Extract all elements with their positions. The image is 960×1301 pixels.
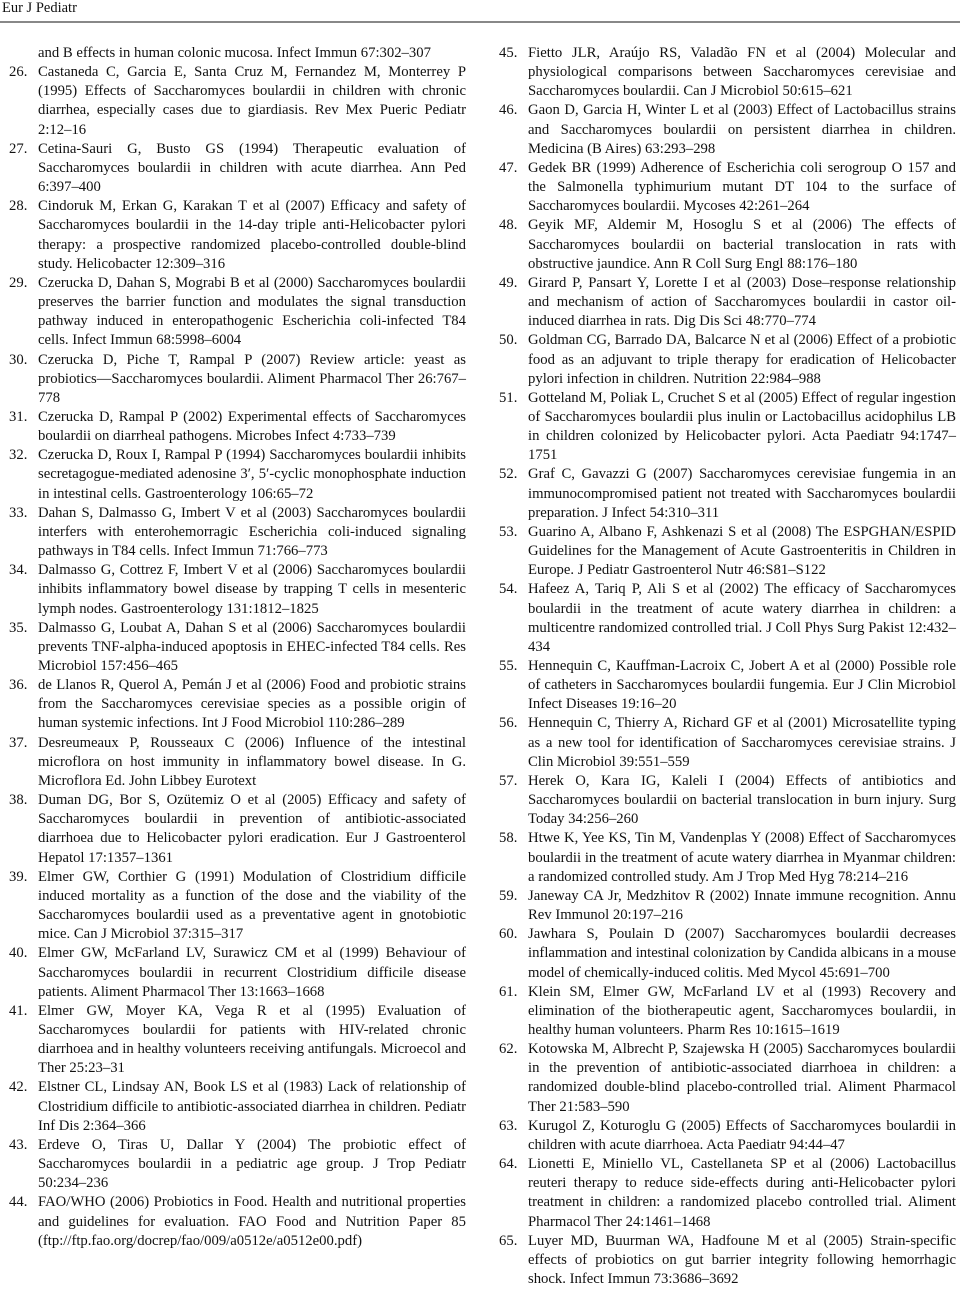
reference-text: Dalmasso G, Loubat A, Dahan S et al (2006) Saccharomyces boulardii prevents TNF-alpha-induced apoptosis in EHEC-infected T84 cells. Res Microbiol 157:456–465 [38, 619, 466, 674]
reference-number: 59. [499, 887, 518, 904]
reference-number: 38. [9, 792, 28, 809]
reference-number: 41. [9, 1002, 28, 1019]
reference-number: 46. [499, 102, 518, 119]
references-left-column [9, 44, 466, 1251]
reference-number: 45. [499, 45, 518, 61]
reference-text: and B effects in human colonic mucosa. Infect Immun 67:302–307 [38, 45, 431, 61]
reference-item [9, 446, 466, 503]
reference-number: 47. [499, 159, 518, 176]
reference-number: 34. [9, 562, 28, 579]
reference-text: Kotowska M, Albrecht P, Szajewska H (2005) Saccharomyces boulardii in the prevention of antibiotic-associated diarrhoea in children: a randomized double-blind placebo-controlled trial. Aliment Pharmacol Ther 21:583–590 [528, 1041, 956, 1115]
reference-item [499, 44, 956, 101]
reference-item [9, 619, 466, 676]
reference-text: Guarino A, Albano F, Ashkenazi S et al (2008) The ESPGHAN/ESPID Guidelines for the Management of Acute Gastroenteritis in Children in Europe. J Pediatr Gastroenterol Nutr 46:S81–S122 [528, 523, 956, 579]
reference-item [499, 465, 956, 522]
reference-text: Duman DG, Bor S, Ozütemiz O et al (2005) Efficacy and safety of Saccharomyces boulardii in prevention of antibiotic-associated diarrhoea due to Helicobacter pylori eradication. Eur J Gastroenterol Hepatol 17:1357–1361 [38, 792, 466, 866]
reference-text: Hennequin C, Kauffman-Lacroix C, Jobert A et al (2000) Possible role of catheters in Saccharomyces boulardii fungemia. Eur J Clin Microbiol Infect Diseases 19:16–20 [528, 658, 956, 713]
reference-number: 35. [9, 619, 28, 636]
reference-item [499, 1117, 956, 1155]
reference-item [9, 504, 466, 561]
reference-number: 26. [9, 64, 28, 81]
reference-text: Cindoruk M, Erkan G, Karakan T et al (2007) Efficacy and safety of Saccharomyces boulardii in the 14-day triple anti-Helicobacter pylori therapy: a prospective randomized placebo-controlled double-blind study. Helicobacter 12:309–316 [38, 198, 466, 272]
reference-number: 56. [499, 715, 518, 732]
reference-number: 39. [9, 868, 28, 885]
reference-number: 55. [499, 658, 518, 674]
reference-text: Hafeez A, Tariq P, Ali S et al (2002) The efficacy of Saccharomyces boulardii in the treatment of acute watery diarrhea in children: a multicentre randomized controlled trial. J Coll Phys Surg Pakist 12:432–434 [528, 581, 956, 655]
reference-number: 33. [9, 504, 28, 521]
reference-item [9, 351, 466, 408]
reference-item [499, 101, 956, 158]
reference-text: Dalmasso G, Cottrez F, Imbert V et al (2006) Saccharomyces boulardii inhibits inflammatory bowel disease by trapping T cells in mesenteric lymph nodes. Gastroenterology 131:1812–1825 [38, 562, 466, 617]
reference-text: Geyik MF, Aldemir M, Hosoglu S et al (2006) The effects of Saccharomyces boulardii on bacterial translocation in rats with obstructive jaundice. Ann R Coll Surg Engl 88:176–180 [528, 217, 956, 272]
reference-text: Jawhara S, Poulain D (2007) Saccharomyces boulardii decreases inflammation and intestinal colonization by Candida albicans in a mouse model of chemically-induced colitis. Med Mycol 45:691–700 [528, 926, 956, 981]
reference-text: Elmer GW, Corthier G (1991) Modulation of Clostridium difficile induced mortality as a function of the dose and the viability of the Saccharomyces boulardii used as a preventative agent in gnotobiotic mice. Can J Microbiol 37:315–317 [38, 868, 466, 943]
reference-text: Girard P, Pansart Y, Lorette I et al (2003) Dose–response relationship and mechanism of action of Saccharomyces boulardii in castor oil-induced diarrhea in rats. Dig Dis Sci 48:770–774 [528, 274, 956, 330]
reference-item [499, 925, 956, 982]
reference-number: 51. [499, 389, 518, 406]
reference-text: Luyer MD, Buurman WA, Hadfoune M et al (2005) Strain-specific effects of probiotics on gut barrier integrity following hemorrhagic shock. Infect Immun 73:3686–3692 [528, 1232, 956, 1287]
reference-number: 48. [499, 217, 518, 234]
reference-number: 62. [499, 1041, 518, 1058]
reference-number: 58. [499, 830, 518, 847]
reference-item [9, 734, 466, 791]
reference-text: Htwe K, Yee KS, Tin M, Vandenplas Y (2008) Effect of Saccharomyces boulardii in the treatment of acute watery diarrhea in Myanmar children: a randomized controlled study. Am J Trop Med Hyg 78:214–216 [528, 830, 956, 885]
reference-text: Czerucka D, Piche T, Rampal P (2007) Review article: yeast as probiotics—Saccharomyces boulardii. Aliment Pharmacol Ther 26:767–778 [38, 351, 466, 406]
reference-number: 44. [9, 1194, 28, 1211]
reference-number: 57. [499, 772, 518, 789]
reference-text: Castaneda C, Garcia E, Santa Cruz M, Fernandez M, Monterrey P (1995) Effects of Saccharomyces boulardii in children with chronic diarrhea, especially cases due to giardiasis. Rev Mex Pueric Pediatr 2:12–16 [38, 64, 466, 138]
reference-text: Graf C, Gavazzi G (2007) Saccharomyces cerevisiae fungemia in an immunocompromised patient not treated with Saccharomyces boulardii preparation. J Infect 54:310–311 [528, 466, 956, 521]
reference-item [499, 159, 956, 216]
references-right-column [499, 44, 956, 1289]
reference-item [499, 829, 956, 886]
reference-item [9, 44, 466, 63]
reference-number: 32. [9, 447, 28, 464]
reference-number: 37. [9, 734, 28, 751]
reference-number: 36. [9, 677, 28, 694]
reference-item [499, 331, 956, 388]
reference-text: Gotteland M, Poliak L, Cruchet S et al (2005) Effect of regular ingestion of Saccharomyces boulardii plus inulin or Lactobacillus acidophilus LB in children colonized by Helicobacter pylori. Acta Paediatr 94:1747–1751 [528, 389, 956, 464]
reference-number: 42. [9, 1079, 28, 1096]
reference-number: 65. [499, 1232, 518, 1249]
reference-item [9, 791, 466, 868]
reference-text: Goldman CG, Barrado DA, Balcarce N et al (2006) Effect of a probiotic food as an adjuvant to triple therapy for eradication of Helicobacter pylori infection in children. Nutrition 22:984–988 [528, 332, 956, 387]
reference-item [9, 197, 466, 274]
reference-text: Desreumeaux P, Rousseaux C (2006) Influence of the intestinal microflora on host immunity in inflammatory bowel disease. In G. Microflora Ed. John Libbey Eurotext [38, 734, 466, 789]
journal-header: Eur J Pediatr [2, 0, 77, 16]
reference-item [499, 887, 956, 925]
reference-number: 64. [499, 1156, 518, 1173]
reference-item [499, 714, 956, 771]
reference-item [499, 216, 956, 273]
reference-text: Dahan S, Dalmasso G, Imbert V et al (2003) Saccharomyces boulardii interfers with enterohemorragic Escherichia coli-induced signaling pathways in T84 cells. Infect Immun 71:766–773 [38, 504, 466, 560]
reference-text: Czerucka D, Rampal P (2002) Experimental effects of Saccharomyces boulardii on diarrheal pathogens. Microbes Infect 4:733–739 [38, 408, 466, 445]
reference-number: 28. [9, 198, 28, 215]
reference-item [9, 1193, 466, 1250]
reference-text: Gaon D, Garcia H, Winter L et al (2003) Effect of Lactobacillus strains and Saccharomyces boulardii on persistent diarrhea in children. Medicina (B Aires) 63:293–298 [528, 102, 956, 157]
reference-item [9, 561, 466, 618]
reference-text: FAO/WHO (2006) Probiotics in Food. Health and nutritional properties and guidelines for evaluation. FAO Food and Nutrition Paper 85 (ftp://ftp.fao.org/docrep/fao/009/a0512e/a0512e00.pdf) [38, 1194, 466, 1249]
reference-item [499, 1155, 956, 1232]
reference-text: Erdeve O, Tiras U, Dallar Y (2004) The probiotic effect of Saccharomyces boulardii in a pediatric age group. J Trop Pediatr 50:234–236 [38, 1136, 466, 1192]
reference-number: 61. [499, 983, 518, 1000]
reference-number: 49. [499, 274, 518, 291]
reference-item [9, 676, 466, 733]
reference-item [499, 1040, 956, 1117]
reference-number: 52. [499, 466, 518, 483]
reference-text: Czerucka D, Roux I, Rampal P (1994) Saccharomyces boulardii inhibits secretagogue-mediated adenosine 3′, 5′-cyclic monophosphate induction in intestinal cells. Gastroenterology 106:65–72 [38, 447, 466, 502]
reference-number: 30. [9, 351, 28, 368]
reference-text: Elmer GW, McFarland LV, Surawicz CM et al (1999) Behaviour of Saccharomyces boulardii in recurrent Clostridium difficile disease patients. Aliment Pharmacol Ther 13:1663–1668 [38, 945, 466, 1000]
reference-item [499, 657, 956, 714]
reference-text: Janeway CA Jr, Medzhitov R (2002) Innate immune recognition. Annu Rev Immunol 20:197–216 [528, 887, 956, 924]
reference-item [9, 1136, 466, 1193]
reference-item [9, 1002, 466, 1079]
reference-item [499, 523, 956, 580]
reference-text: Cetina-Sauri G, Busto GS (1994) Therapeutic evaluation of Saccharomyces boulardii in children with acute diarrhea. Ann Ped 6:397–400 [38, 140, 466, 196]
reference-item [9, 274, 466, 351]
reference-number: 43. [9, 1136, 28, 1153]
reference-item [9, 944, 466, 1001]
reference-item [499, 983, 956, 1040]
reference-text: Kurugol Z, Koturoglu G (2005) Effects of Saccharomyces boulardii in children with acute diarrhoea. Acta Paediatr 94:44–47 [528, 1117, 956, 1153]
reference-text: Lionetti E, Miniello VL, Castellaneta SP et al (2006) Lactobacillus reuteri therapy to reduce side-effects during anti-Helicobacter pylori treatment in children: a randomized placebo controlled trial. Aliment Pharmacol Ther 24:1461–1468 [528, 1156, 956, 1230]
reference-text: Hennequin C, Thierry A, Richard GF et al (2001) Microsatellite typing as a new tool for identification of Saccharomyces cerevisiae strains. J Clin Microbiol 39:551–559 [528, 715, 956, 770]
reference-number: 31. [9, 408, 28, 425]
reference-text: Herek O, Kara IG, Kaleli I (2004) Effects of antibiotics and Saccharomyces boulardii on bacterial translocation in burn injury. Surg Today 34:256–260 [528, 772, 956, 828]
reference-text: de Llanos R, Querol A, Pemán J et al (2006) Food and probiotic strains from the Saccharomyces cerevisiae species as a possible origin of human systemic infections. Int J Food Microbiol 110:286–289 [38, 677, 466, 732]
reference-item [9, 868, 466, 945]
reference-item [499, 580, 956, 657]
reference-text: Gedek BR (1999) Adherence of Escherichia coli serogroup O 157 and the Salmonella typhimurium mutant DT 104 to the surface of Saccharomyces boulardii. Mycoses 42:261–264 [528, 159, 956, 215]
reference-number: 50. [499, 332, 518, 349]
header-rule [0, 21, 960, 23]
reference-number: 54. [499, 581, 518, 598]
reference-text: Elstner CL, Lindsay AN, Book LS et al (1983) Lack of relationship of Clostridium difficile to antibiotic-associated diarrhea in children. Pediatr Inf Dis 2:364–366 [38, 1079, 466, 1134]
reference-number: 40. [9, 945, 28, 962]
reference-number: 63. [499, 1117, 518, 1134]
reference-item [9, 408, 466, 446]
reference-text: Klein SM, Elmer GW, McFarland LV et al (1993) Recovery and elimination of the biotherapeutic agent, Saccharomyces boulardii, in healthy human volunteers. Pharm Res 10:1615–1619 [528, 983, 956, 1038]
reference-item [9, 1078, 466, 1135]
reference-text: Czerucka D, Dahan S, Mograbi B et al (2000) Saccharomyces boulardii preserves the barrier function and modulates the signal transduction pathway induced in enteropathogenic Escherichia coli-infected T84 cells. Infect Immun 68:5998–6004 [38, 274, 466, 349]
reference-number: 29. [9, 274, 28, 291]
reference-item [499, 274, 956, 331]
reference-item [9, 140, 466, 197]
reference-item [499, 772, 956, 829]
reference-item [499, 389, 956, 466]
reference-number: 53. [499, 523, 518, 540]
reference-number: 27. [9, 140, 28, 157]
reference-item [9, 63, 466, 140]
reference-number: 60. [499, 926, 518, 943]
reference-text: Fietto JLR, Araújo RS, Valadão FN et al (2004) Molecular and physiological comparisons between Saccharomyces cerevisiae and Saccharomyces boulardii. Can J Microbiol 50:615–621 [528, 45, 956, 100]
reference-text: Elmer GW, Moyer KA, Vega R et al (1995) Evaluation of Saccharomyces boulardii for patients with HIV-related chronic diarrhoea and in healthy volunteers receiving antifungals. Microecol and Ther 25:23–31 [38, 1002, 466, 1077]
reference-item [499, 1232, 956, 1289]
